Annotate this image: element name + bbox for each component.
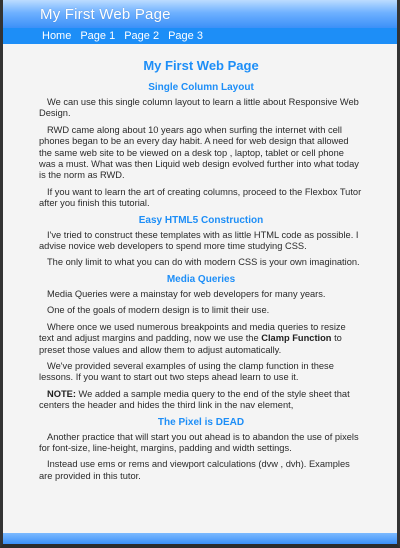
page-heading: My First Web Page: [143, 58, 259, 73]
paragraph-clamp: [39, 322, 363, 356]
site-title: My First Web Page: [40, 6, 171, 23]
paragraph: I've tried to construct these templates with as little HTML code as possible. I advise novice web developers to spend more time studying CSS.: [39, 229, 359, 252]
section-media-queries: [39, 274, 363, 412]
section-title: Single Column Layout: [148, 82, 254, 93]
nav-link-home[interactable]: Home: [42, 30, 72, 42]
site-footer: [3, 533, 397, 544]
text-run: Where once we used numerous breakpoints and media queries to resize text and adjust margins and padding, now we use the: [39, 321, 346, 344]
main-content: [39, 44, 363, 487]
paragraph: One of the goals of modern design is to limit their use.: [47, 305, 270, 316]
paragraph-note: [39, 389, 363, 412]
paragraph: We can use this single column layout to learn a little about Responsive Web Design.: [39, 97, 359, 119]
paragraph: We've provided several examples of using the clamp function in these lessons. If you want to start out two steps ahead learn to use it.: [39, 360, 334, 383]
nav-link-page-2[interactable]: Page 2: [124, 30, 160, 42]
section-single-column: [39, 82, 363, 210]
section-title: Media Queries: [166, 273, 236, 285]
text-run: to preset those values and allow them to adjust automatically.: [39, 333, 342, 355]
nav-link-page-3[interactable]: Page 3: [168, 30, 203, 42]
text-run: We added a sample media query to the end of the style sheet that centers the header and hides the third link in the nav element,: [39, 388, 350, 411]
paragraph: Media Queries were a mainstay for web developers for many years.: [47, 288, 326, 299]
main-nav: [3, 28, 397, 44]
section-pixel-dead: [39, 417, 363, 483]
section-title: The Pixel is DEAD: [157, 416, 245, 428]
bold-text: Clamp Function: [261, 333, 332, 344]
site-header: [3, 0, 397, 28]
section-html5: [39, 215, 363, 269]
paragraph: Another practice that will start you out ahead is to abandon the use of pixels for font-size, line-height, margins, padding and width settings.: [39, 431, 359, 453]
paragraph: RWD came along about 10 years ago when surfing the internet with cell phones began to be an every day habit. A need for web design that allowed the same web site to be viewed on a desk top , laptop, tablet or cell phone was a must. What was then Liquid web design evolved further into what today is the norm as RWD.: [39, 124, 359, 181]
section-title: Easy HTML5 Construction: [138, 214, 264, 226]
nav-link-page-1[interactable]: Page 1: [80, 30, 116, 42]
bold-text: NOTE:: [47, 388, 76, 399]
paragraph: The only limit to what you can do with modern CSS is your own imagination.: [47, 257, 360, 268]
paragraph: Instead use ems or rems and viewport calculations (dvw , dvh). Examples are provided in this tutor.: [39, 459, 350, 481]
paragraph: If you want to learn the art of creating columns, proceed to the Flexbox Tutor after you finish this tutorial.: [39, 186, 362, 209]
